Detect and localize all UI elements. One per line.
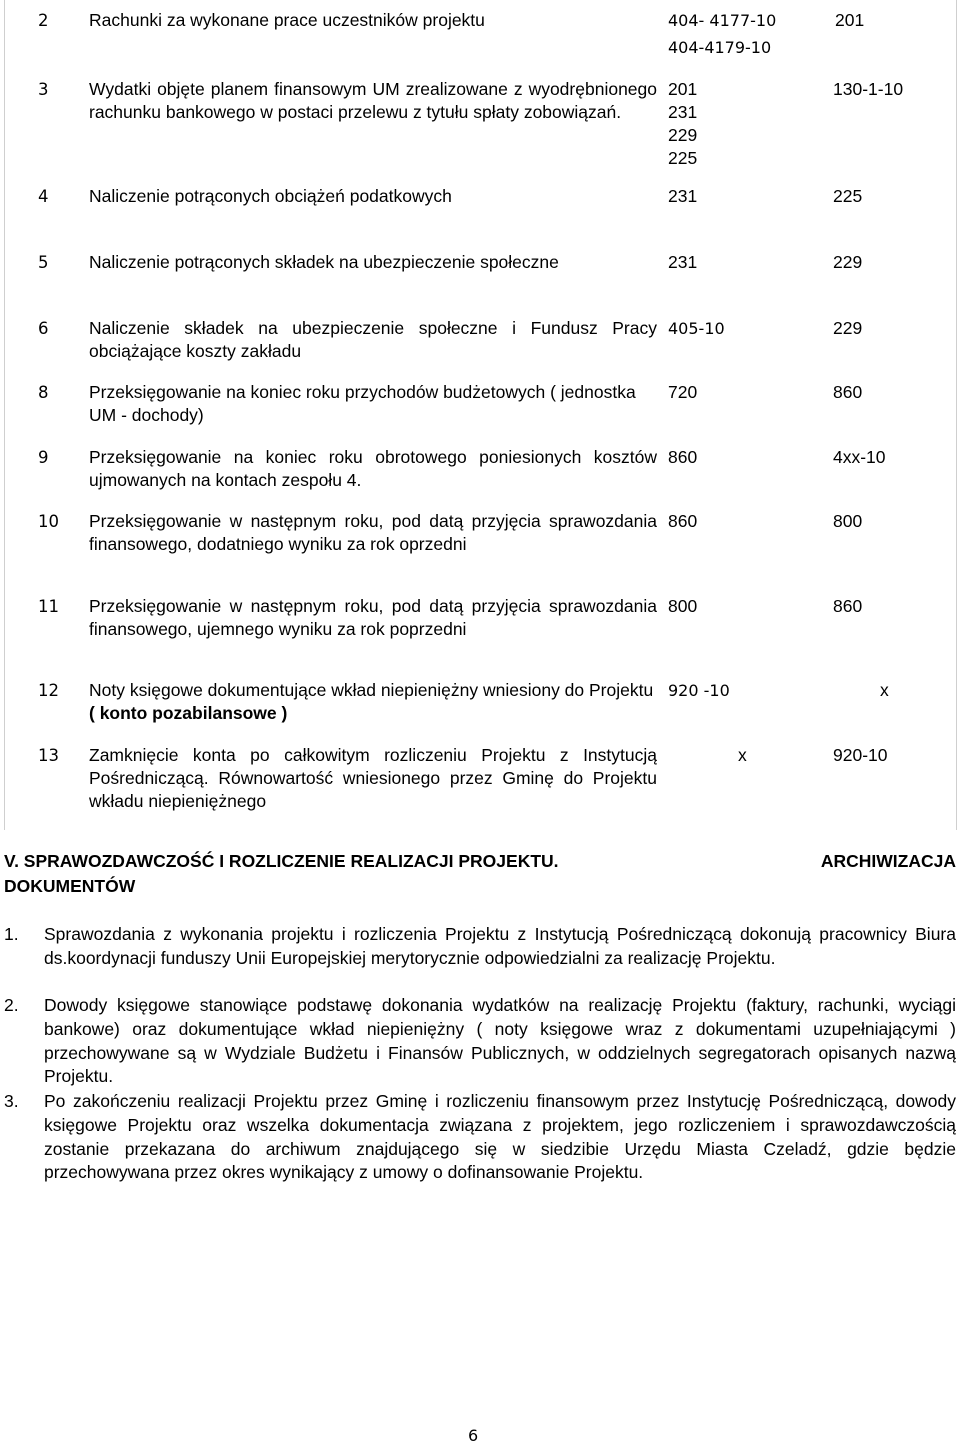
- section-heading-part: V. SPRAWOZDAWCZOŚĆ I ROZLICZENIE REALIZACJI PROJEKTU.: [4, 851, 559, 871]
- debit-account-value: 231: [668, 186, 698, 206]
- table-row: [0, 9, 960, 64]
- debit-account-value: 229: [668, 125, 698, 145]
- row-description: Wydatki objęte planem finansowym UM zrealizowane z wyodrębnionego rachunku bankowego w postaci przelewu z tytułu spłaty zobowiązań.: [89, 79, 657, 122]
- row-description: Przeksięgowanie na koniec roku obrotowego poniesionych kosztów ujmowanych na kontach zespołu 4.: [89, 447, 657, 490]
- row-number: 8: [38, 383, 49, 402]
- row-number: 11: [38, 597, 59, 616]
- credit-account: [833, 381, 953, 404]
- debit-account-value: 720: [668, 382, 698, 402]
- credit-account: [833, 744, 953, 767]
- credit-account: [833, 595, 953, 618]
- credit-account: [880, 679, 960, 702]
- credit-account: [835, 9, 955, 32]
- debit-account-value: 404-4179-10: [668, 38, 772, 57]
- debit-account: [668, 317, 818, 340]
- debit-account-value: 920 -10: [668, 681, 730, 700]
- credit-account: [833, 446, 953, 469]
- credit-account: [833, 185, 953, 208]
- row-description-emphasis: ( konto pozabilansowe ): [89, 703, 288, 723]
- section-heading-part: DOKUMENTÓW: [4, 876, 136, 896]
- debit-account-value: x: [738, 745, 747, 765]
- credit-account-value: 201: [835, 10, 865, 30]
- debit-account-value: 231: [668, 102, 698, 122]
- list-item-number: 1.: [4, 924, 19, 944]
- credit-account-value: 860: [833, 382, 863, 402]
- debit-account-value: 860: [668, 511, 698, 531]
- row-description: Naliczenie potrąconych obciążeń podatkowych: [89, 186, 452, 206]
- debit-account-value: 800: [668, 596, 698, 616]
- row-number: 12: [38, 681, 59, 700]
- row-number: 2: [38, 11, 49, 30]
- credit-account: [833, 317, 953, 340]
- debit-account-value: 201: [668, 79, 698, 99]
- row-description: Przeksięgowanie w następnym roku, pod datą przyjęcia sprawozdania finansowego, ujemnego wyniku za rok poprzedni: [89, 596, 657, 639]
- debit-account-value: 231: [668, 252, 698, 272]
- row-number: 3: [38, 80, 49, 99]
- credit-account-value: 4xx-10: [833, 447, 886, 467]
- credit-account-value: 800: [833, 511, 863, 531]
- credit-account: [833, 510, 953, 533]
- credit-account-value: 130-1-10: [833, 79, 904, 99]
- credit-account: [833, 251, 953, 274]
- credit-account-value: 860: [833, 596, 863, 616]
- debit-account: [668, 9, 818, 59]
- credit-account-value: 229: [833, 252, 863, 272]
- credit-account-value: 229: [833, 318, 863, 338]
- debit-account: [668, 381, 818, 404]
- table-row: [0, 78, 960, 173]
- row-number: 5: [38, 253, 49, 272]
- debit-account-value: 405-10: [668, 319, 725, 338]
- row-description-text: Noty księgowe dokumentujące wkład niepieniężny wniesiony do Projektu: [89, 680, 654, 700]
- list-item-number: 3.: [4, 1091, 19, 1111]
- row-description: Naliczenie potrąconych składek na ubezpieczenie społeczne: [89, 252, 559, 272]
- debit-account-value: 860: [668, 447, 698, 467]
- list-item-text: Dowody księgowe stanowiące podstawę dokonania wydatków na realizację Projektu (faktury, rachunki, wyciągi bankowe) oraz dokumentujące wkład niepieniężny ( noty księgowe wraz z dokumentami uzupełniającymi ) przechowywane są w Wydziale Budżetu i Finansów Publicznych, w oddzielnych segregatorach opisanych nazwą Projektu.: [44, 995, 956, 1087]
- debit-account-value: 225: [668, 148, 698, 168]
- debit-account: [668, 78, 818, 170]
- debit-account: [668, 251, 818, 274]
- debit-account: [668, 185, 818, 208]
- page-number: 6: [468, 1426, 479, 1445]
- debit-account-value: 404- 4177-10: [668, 11, 777, 30]
- credit-account: [833, 78, 953, 101]
- debit-account: [668, 679, 818, 702]
- credit-account-value: 920-10: [833, 745, 888, 765]
- section-heading: [4, 849, 956, 899]
- row-description: Zamknięcie konta po całkowitym rozliczeniu Projektu z Instytucją Pośredniczącą. Równowartość wniesionego przez Gminę do Projektu wkładu niepieniężnego: [89, 745, 657, 811]
- debit-account: [668, 595, 818, 618]
- row-number: 6: [38, 319, 49, 338]
- row-description: Rachunki za wykonane prace uczestników projektu: [89, 10, 485, 30]
- row-description: Naliczenie składek na ubezpieczenie społeczne i Fundusz Pracy obciążające koszty zakładu: [89, 318, 657, 361]
- row-description: Przeksięgowanie na koniec roku przychodów budżetowych ( jednostka UM - dochody): [89, 382, 636, 425]
- debit-account: [668, 446, 818, 469]
- row-number: 10: [38, 512, 59, 531]
- row-description: [89, 679, 657, 725]
- credit-account-value: 225: [833, 186, 863, 206]
- row-description: Przeksięgowanie w następnym roku, pod datą przyjęcia sprawozdania finansowego, dodatniego wyniku za rok oprzedni: [89, 511, 657, 554]
- row-number: 4: [38, 187, 49, 206]
- debit-account: [668, 510, 818, 533]
- section-heading-part: ARCHIWIZACJA: [820, 851, 956, 871]
- list-item-text: Po zakończeniu realizacji Projektu przez Gminę i rozliczeniu finansowym przez Instytucję Pośredniczącą, dowody księgowe Projektu oraz wszelka dokumentacja związana z projektem, jego rozliczeniem i sprawozdawczością zostanie przekazana do archiwum znajdującego się w siedzibie Urzędu Miasta Czeladź, gdzie będzie przechowywana przez okres wynikający z umowy o dofinansowanie Projektu.: [44, 1091, 956, 1183]
- list-item-number: 2.: [4, 995, 19, 1015]
- row-number: 13: [38, 746, 59, 765]
- row-number: 9: [38, 448, 49, 467]
- list-item-text: Sprawozdania z wykonania projektu i rozliczenia Projektu z Instytucją Pośredniczącą dokonują pracownicy Biura ds.koordynacji funduszy Unii Europejskiej merytorycznie odpowiedzialni za realizację Projektu.: [44, 924, 956, 968]
- credit-account-value: x: [880, 680, 889, 700]
